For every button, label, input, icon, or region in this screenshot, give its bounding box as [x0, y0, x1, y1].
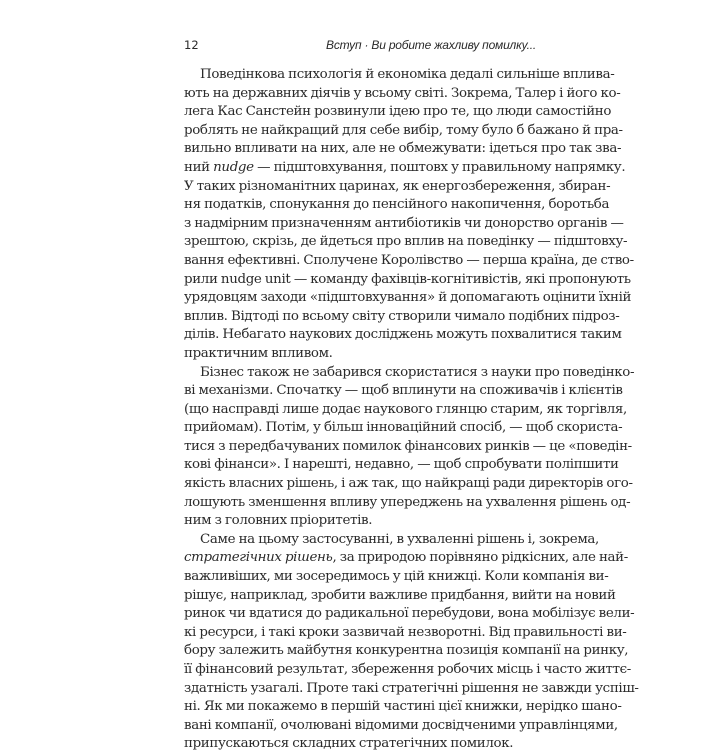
text-line — [184, 568, 609, 587]
paragraph — [184, 531, 639, 754]
text-line — [184, 624, 627, 643]
text-segment: У таких різноманітних царинах, як енергозбереження, збиран- — [184, 178, 611, 194]
text-segment: ють на державних діячів у всьому світі. Зокрема, Талер і його ко- — [184, 85, 621, 101]
text-segment: Бізнес також не забарився скористатися з науки про поведінко- — [200, 364, 635, 380]
text-segment: здатність узагалі. Проте такі стратегічні рішення не завжди успіш- — [184, 680, 639, 696]
text-segment: вання ефективні. Сполучене Королівство — перша країна, де ство- — [184, 252, 634, 268]
text-segment: важливіших, ми зосередимось у цій книжці. Коли компанія ви- — [184, 569, 609, 585]
text-line — [184, 233, 628, 252]
text-line — [184, 215, 624, 234]
text-segment: з надмірним призначенням антибіотиків чи донорство органів — — [184, 215, 624, 231]
running-title: Вступ · Ви робите жахливу помилку... — [326, 38, 536, 52]
text-segment: ня податків, спонукання до пенсійного накопичення, боротьба — [184, 197, 610, 213]
text-line — [184, 419, 623, 438]
text-line — [184, 531, 599, 550]
text-line — [184, 66, 615, 85]
text-line — [184, 735, 536, 754]
text-line — [184, 642, 629, 661]
text-line — [184, 680, 639, 699]
paragraph — [184, 364, 635, 531]
text-segment: урядовцям заходи «підштовхування» й допомагають оцінити їхній — [184, 290, 632, 306]
text-line — [184, 438, 632, 457]
text-segment: якість власних рішень, і аж так, що найкращі ради директорів ого- — [184, 476, 633, 492]
text-line — [184, 271, 631, 290]
text-segment: бору залежить майбутня конкурентна позиція компанії на ринку, — [184, 643, 629, 659]
text-segment: рили nudge unit — команду фахівців-когнітивістів, які пропонують — [184, 271, 631, 287]
text-line — [184, 103, 612, 122]
text-line — [184, 587, 616, 606]
text-segment: тися з передбачуваних помилок фінансових ринків — це «поведін- — [184, 438, 632, 454]
text-segment: вильно впливати на них, але не обмежувати: ідеться про так зва- — [184, 141, 622, 157]
text-line — [184, 308, 620, 327]
text-segment: лега Кас Санстейн розвинули ідею про те, що люди самостійно — [184, 104, 612, 120]
text-segment: лошують зменшення впливу упереджень на ухвалення рішень од- — [184, 494, 631, 510]
text-line — [184, 661, 631, 680]
text-segment: вані компанії, очолювані відомими досвідченими управлінцями, — [184, 717, 618, 733]
text-line — [184, 159, 626, 178]
italic-text: стратегічних рішень — [184, 550, 333, 566]
text-segment: ділів. Небагато наукових досліджень можуть похвалитися таким — [184, 327, 622, 343]
text-line — [184, 605, 635, 624]
text-segment: рішує, наприклад, зробити важливе придбання, вийти на новий — [184, 587, 616, 603]
text-segment: ний — [184, 159, 214, 175]
text-line — [184, 289, 632, 308]
text-line — [184, 698, 622, 717]
text-segment: — підштовхування, поштовх у правильному напрямку. — [253, 159, 626, 175]
text-segment: кові фінанси». І нарешті, недавно, — щоб спробувати поліпшити — [184, 457, 619, 473]
text-line — [184, 178, 611, 197]
text-segment: ні. Як ми покажемо в першій частині цієї книжки, нерідко шано- — [184, 699, 622, 715]
text-segment: Поведінкова психологія й економіка дедалі сильніше вплива- — [200, 67, 615, 82]
text-line — [184, 549, 628, 568]
text-line — [184, 140, 622, 159]
paragraph — [184, 66, 634, 364]
text-line — [184, 401, 627, 420]
text-segment: ним з головних пріоритетів. — [184, 513, 373, 529]
text-line — [184, 512, 536, 531]
text-line — [184, 456, 619, 475]
text-line — [184, 475, 633, 494]
text-segment: прийомам). Потім, у більш інноваційний спосіб, — щоб скориста- — [184, 420, 623, 436]
text-line — [184, 196, 610, 215]
text-line — [184, 364, 635, 383]
text-line — [184, 494, 631, 513]
text-segment: припускаються складних стратегічних помилок. — [184, 736, 514, 752]
text-segment: кі ресурси, і такі кроки зазвичай незворотні. Від правильності ви- — [184, 624, 627, 640]
text-line — [184, 382, 623, 401]
page-body — [184, 66, 639, 754]
text-segment: практичним впливом. — [184, 345, 333, 361]
text-segment: ринок чи вдатися до радикальної перебудови, вона мобілізує вели- — [184, 606, 635, 622]
text-segment: зрештою, скрізь, де йдеться про вплив на поведінку — підштовху- — [184, 234, 628, 250]
italic-text: nudge — [213, 159, 254, 175]
text-segment: , за природою порівняно рідкісних, але най- — [332, 550, 628, 566]
text-line — [184, 345, 536, 364]
text-line — [184, 326, 622, 345]
text-line — [184, 252, 634, 271]
page-number: 12 — [184, 38, 199, 52]
text-segment: вплив. Відтоді по всьому світу створили чимало подібних підроз- — [184, 308, 620, 324]
text-segment: Саме на цьому застосуванні, в ухваленні рішень і, зокрема, — [200, 531, 599, 547]
running-header — [184, 38, 536, 56]
text-segment: її фінансовий результат, збереження робочих місць і часто життє- — [184, 662, 631, 677]
text-segment: (що насправді лише додає наукового глянцю старим, як торгівля, — [184, 401, 627, 417]
text-line — [184, 85, 621, 104]
text-segment: роблять не найкращий для себе вибір, тому було б бажано й пра- — [184, 122, 623, 138]
text-segment: ві механізми. Спочатку — щоб вплинути на споживачів і клієнтів — [184, 383, 623, 399]
text-line — [184, 122, 623, 141]
